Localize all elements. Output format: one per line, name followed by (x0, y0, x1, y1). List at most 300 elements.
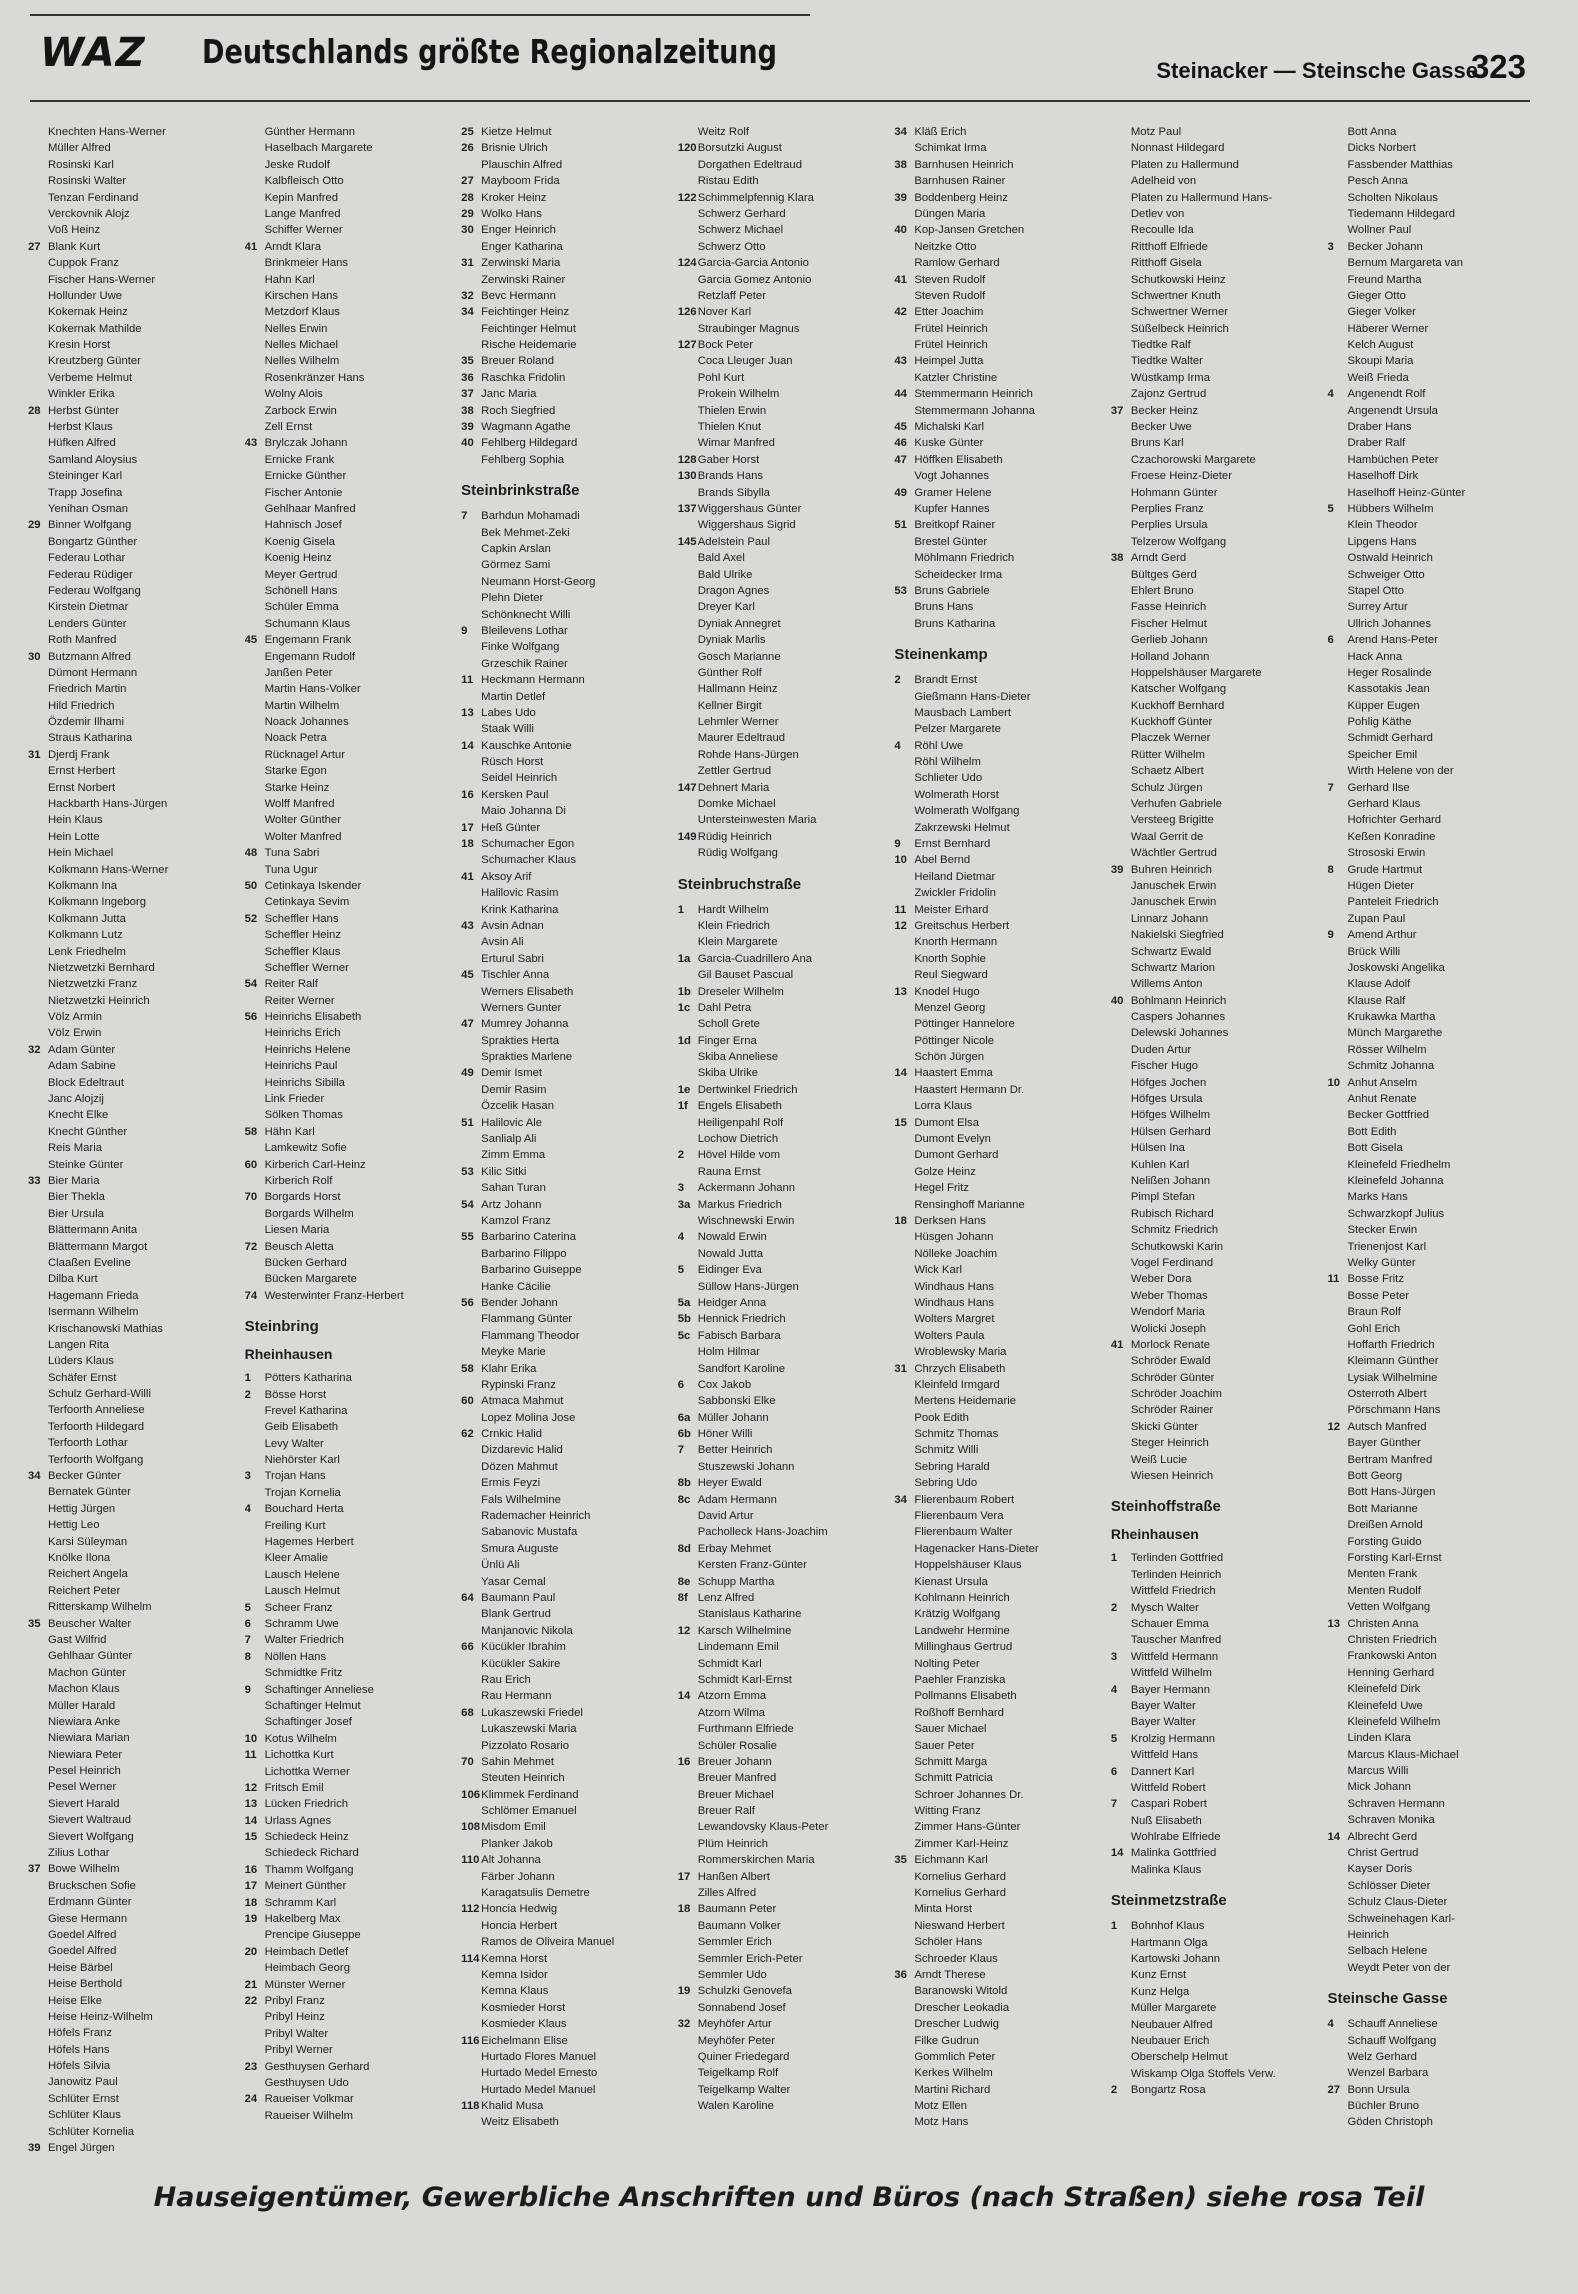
resident-name: Atmaca Mahmut (481, 1395, 564, 1408)
house-number: 120 (677, 142, 697, 155)
house-number: 108 (461, 1821, 481, 1834)
list-item (1327, 124, 1538, 140)
house-number: 13 (1327, 1617, 1341, 1630)
list-item (245, 829, 456, 845)
street-range: Steinacker — Steinsche Gasse (1156, 58, 1478, 83)
resident-name: Marcus Klaus-Michael (1347, 1748, 1459, 1761)
resident-name: Angenendt Ursula (1347, 404, 1438, 417)
resident-name: Höfels Silvia (48, 2060, 111, 2073)
resident-name: Sprakties Marlene (481, 1051, 573, 1064)
list-item (894, 1639, 1105, 1655)
list-item (28, 1386, 239, 1402)
house-number: 51 (461, 1116, 474, 1129)
house-number: 53 (894, 584, 907, 597)
resident-name: Sonnabend Josef (697, 2001, 786, 2014)
house-number: 31 (894, 1362, 907, 1375)
list-item (245, 1911, 456, 1927)
resident-name: Janc Alojzij (48, 1093, 104, 1106)
house-number: 60 (244, 1158, 258, 1171)
resident-name: Adam Sabine (48, 1060, 116, 1073)
resident-name: Hahn Karl (264, 273, 315, 286)
resident-name: Lehmler Werner (697, 716, 779, 729)
resident-name: Engels Elisabeth (697, 1100, 782, 1113)
list-item (1327, 632, 1538, 648)
list-item (1111, 1935, 1322, 1951)
resident-name: Bier Ursula (48, 1207, 104, 1220)
list-item (1327, 353, 1538, 369)
house-number: 5b (677, 1313, 691, 1326)
list-item (678, 1623, 889, 1639)
house-number: 7 (461, 510, 468, 523)
list-item (461, 1819, 672, 1835)
resident-name: Neumann Horst-Georg (481, 575, 596, 588)
list-item (245, 255, 456, 271)
resident-name: Erdmann Günter (48, 1896, 132, 1909)
list-item (1327, 239, 1538, 255)
resident-name: Langen Rita (48, 1338, 109, 1351)
resident-name: Heiligenpahl Rolf (697, 1116, 784, 1129)
resident-name: Niewiara Marian (48, 1732, 130, 1745)
list-item (678, 1787, 889, 1803)
resident-name: Voß Heinz (48, 224, 101, 237)
house-number: 27 (461, 175, 474, 188)
list-item (894, 1000, 1105, 1016)
list-item (678, 1246, 889, 1262)
list-item (28, 485, 239, 501)
resident-name: Kohlmann Heinrich (914, 1591, 1010, 1604)
list-item (461, 852, 672, 868)
list-item (28, 649, 239, 665)
list-item (28, 2025, 239, 2041)
resident-name: Noack Johannes (264, 716, 349, 729)
list-item (245, 1927, 456, 1943)
resident-name: Bücken Gerhard (264, 1256, 347, 1269)
resident-name: Schumann Klaus (264, 617, 350, 630)
house-number: 22 (244, 1994, 258, 2007)
resident-name: Wirth Helene von der (1347, 765, 1454, 778)
resident-name: Hardt Wilhelm (697, 903, 769, 916)
list-item (28, 1173, 239, 1189)
resident-name: Lukaszewski Maria (481, 1723, 577, 1736)
list-item (245, 353, 456, 369)
list-item (461, 607, 672, 623)
list-item (894, 583, 1105, 599)
list-item (1327, 976, 1538, 992)
list-item (1111, 1337, 1322, 1353)
list-item (28, 976, 239, 992)
list-item (461, 1754, 672, 1770)
house-number: 34 (461, 306, 474, 319)
list-item (28, 435, 239, 451)
resident-name: Schulzki Genovefa (697, 1985, 792, 1998)
list-item (245, 714, 456, 730)
list-item (894, 803, 1105, 819)
list-item (894, 1262, 1105, 1278)
list-item (245, 665, 456, 681)
resident-name: Plauschin Alfred (481, 158, 563, 171)
list-item (461, 689, 672, 705)
list-item (461, 2000, 672, 2016)
resident-name: Kornelius Gerhard (914, 1887, 1006, 1900)
resident-name: Finke Wolfgang (481, 641, 560, 654)
list-item (1111, 632, 1322, 648)
list-item (678, 1672, 889, 1688)
list-item (461, 321, 672, 337)
resident-name: Surrey Artur (1347, 601, 1408, 614)
list-item (245, 927, 456, 943)
resident-name: Schwerz Gerhard (697, 207, 786, 220)
resident-name: Kleinefeld Johanna (1347, 1175, 1444, 1187)
list-item (245, 1419, 456, 1435)
list-item (1111, 1402, 1322, 1418)
house-number: 145 (677, 535, 697, 548)
list-item (461, 590, 672, 606)
list-item (245, 1091, 456, 1107)
list-item (678, 157, 889, 173)
house-number: 39 (894, 191, 907, 204)
list-item (245, 190, 456, 206)
resident-name: Lukaszewski Friedel (481, 1706, 583, 1719)
resident-name: Atzorn Wilma (697, 1706, 765, 1719)
resident-name: Nietzwetzki Heinrich (48, 994, 150, 1007)
list-item (28, 1665, 239, 1681)
resident-name: Schlieter Udo (914, 772, 983, 785)
list-item (1327, 747, 1538, 763)
list-item (28, 714, 239, 730)
list-item (28, 1042, 239, 1058)
list-item (678, 829, 889, 845)
house-number: 15 (244, 1831, 258, 1844)
resident-name: Atzorn Emma (697, 1690, 767, 1703)
newspaper-logo: WAZ (40, 30, 146, 76)
house-number: 39 (28, 2142, 41, 2155)
list-item (1327, 1255, 1538, 1271)
resident-name: Rüsch Horst (481, 756, 544, 769)
list-item (1327, 1206, 1538, 1222)
list-item (894, 934, 1105, 950)
resident-name: Bender Johann (481, 1296, 558, 1309)
resident-name: Domke Michael (697, 798, 776, 811)
house-number: 4 (1110, 1683, 1118, 1696)
directory-column (28, 124, 239, 2159)
house-number: 18 (894, 1215, 907, 1227)
resident-name: Weydt Peter von der (1347, 1961, 1451, 1974)
resident-name: Reichert Peter (48, 1584, 121, 1597)
list-item (28, 1189, 239, 1205)
resident-name: Klein Friedrich (697, 919, 770, 932)
house-number: 56 (244, 1011, 258, 1024)
resident-name: Werners Elisabeth (481, 985, 574, 998)
resident-name: Zettler Gertrud (697, 765, 772, 778)
list-item (245, 812, 456, 828)
list-item (678, 632, 889, 648)
resident-name: Wolters Margret (914, 1313, 995, 1326)
list-item (28, 894, 239, 910)
house-number: 1f (677, 1100, 688, 1113)
list-item (1327, 1058, 1538, 1074)
house-number: 20 (244, 1945, 258, 1958)
list-item (245, 1058, 456, 1074)
list-item (1327, 796, 1538, 812)
resident-name: Kauschke Antonie (481, 739, 572, 752)
resident-name: Schönell Hans (264, 584, 338, 597)
list-item (678, 845, 889, 861)
house-number: 3 (1327, 240, 1334, 253)
list-item (894, 517, 1105, 533)
house-number: 11 (244, 1749, 257, 1762)
resident-name: Lichottka Kurt (264, 1749, 334, 1762)
resident-name: Heimbach Georg (264, 1962, 350, 1975)
resident-name: Görmez Sami (481, 559, 551, 572)
list-item (461, 1295, 672, 1311)
resident-name: Mumrey Johanna (481, 1018, 569, 1031)
resident-name: Pelzer Margarete (914, 723, 1001, 736)
list-item (28, 419, 239, 435)
resident-name: Weiß Frieda (1347, 371, 1409, 384)
resident-name: Wroblewsky Maria (914, 1346, 1007, 1359)
resident-name: Menzel Georg (914, 1001, 986, 1014)
house-number: 27 (1327, 2083, 1341, 2096)
list-item (894, 206, 1105, 222)
list-item (245, 780, 456, 796)
resident-name: Hackbarth Hans-Jürgen (48, 798, 168, 811)
list-item (28, 1927, 239, 1943)
list-item (1327, 878, 1538, 894)
list-item (245, 534, 456, 550)
resident-name: Prokein Wilhelm (697, 388, 780, 401)
house-number: 13 (244, 1798, 258, 1811)
list-item (28, 370, 239, 386)
list-item (461, 190, 672, 206)
list-item (245, 337, 456, 353)
list-item (1327, 272, 1538, 288)
resident-name: Bruckschen Sofie (48, 1879, 136, 1892)
resident-name: Federau Lothar (48, 552, 126, 565)
list-item (28, 1091, 239, 1107)
list-item (245, 583, 456, 599)
list-item (678, 1475, 889, 1491)
house-number: 41 (894, 273, 907, 286)
resident-name: Artz Johann (481, 1198, 542, 1211)
list-item (678, 1557, 889, 1573)
house-number: 43 (244, 437, 258, 450)
list-item (894, 1049, 1105, 1065)
list-item (461, 1705, 672, 1721)
list-item (1111, 1747, 1322, 1763)
resident-name: Kreutzberg Günter (48, 355, 141, 368)
resident-name: Bernatek Günter (48, 1486, 131, 1499)
list-item (461, 1442, 672, 1458)
resident-name: Brands Sibylla (697, 486, 770, 499)
list-item (894, 869, 1105, 885)
house-number: 33 (28, 1175, 41, 1187)
resident-name: Ostwald Heinrich (1347, 552, 1433, 565)
list-item (28, 1747, 239, 1763)
list-item (1111, 485, 1322, 501)
house-number: 41 (244, 240, 258, 253)
resident-name: Haastert Hermann Dr. (914, 1083, 1025, 1096)
list-item (678, 1377, 889, 1393)
list-item (28, 1452, 239, 1468)
list-item (894, 1770, 1105, 1786)
resident-name: Stanislaus Katharine (697, 1608, 802, 1621)
house-number: 127 (677, 339, 697, 352)
list-item (1111, 2000, 1322, 2016)
resident-name: Nietzwetzki Franz (48, 978, 138, 991)
list-item (28, 2107, 239, 2123)
list-item (678, 1065, 889, 1081)
house-number: 29 (461, 207, 474, 220)
resident-name: Engemann Rudolf (264, 650, 356, 663)
list-item (894, 173, 1105, 189)
list-item (894, 239, 1105, 255)
house-number: 6 (1327, 634, 1334, 647)
resident-name: Heinrich (1347, 1928, 1389, 1941)
list-item (894, 1147, 1105, 1163)
resident-name: Albrecht Gerd (1347, 1830, 1418, 1843)
resident-name: Froese Heinz-Dieter (1130, 470, 1232, 483)
resident-name: Steven Rudolf (914, 289, 986, 302)
house-number: 26 (461, 142, 474, 155)
resident-name: Abel Bernd (914, 854, 971, 867)
list-item (894, 1508, 1105, 1524)
resident-name: Ritthoff Elfriede (1130, 240, 1208, 253)
list-item (28, 1304, 239, 1320)
resident-name: Heinrichs Sibilla (264, 1076, 345, 1089)
resident-name: Wächtler Gertrud (1130, 847, 1217, 860)
list-item (245, 845, 456, 861)
list-item (678, 403, 889, 419)
list-item (28, 1157, 239, 1173)
list-item (28, 632, 239, 648)
list-item (894, 1459, 1105, 1475)
house-number: 14 (894, 1067, 907, 1080)
resident-name: Fischer Hans-Werner (48, 273, 156, 286)
list-item (1111, 534, 1322, 550)
resident-name: Kerkes Wilhelm (914, 2067, 993, 2080)
house-number: 5a (677, 1296, 691, 1309)
list-item (461, 386, 672, 402)
resident-name: Rau Hermann (481, 1690, 552, 1703)
list-item (1111, 763, 1322, 779)
list-item (461, 2065, 672, 2081)
list-item (1111, 1600, 1322, 1616)
resident-name: Kleinefeld Friedhelm (1347, 1158, 1451, 1171)
resident-name: Rosinski Karl (48, 158, 114, 171)
house-number: 1c (677, 1001, 691, 1014)
list-item (245, 140, 456, 156)
list-item (1327, 894, 1538, 910)
list-item (461, 1623, 672, 1639)
list-item (461, 353, 672, 369)
resident-name: Mayboom Frida (481, 175, 560, 188)
list-item (461, 557, 672, 573)
resident-name: Kop-Jansen Gretchen (914, 224, 1025, 237)
resident-name: Dözen Mahmut (481, 1460, 558, 1473)
list-item (28, 1845, 239, 1861)
list-item (461, 754, 672, 770)
list-item (245, 1107, 456, 1123)
header-bottom-rule (30, 100, 1530, 102)
list-item (894, 1475, 1105, 1491)
resident-name: Rücknagel Artur (264, 748, 345, 761)
house-number: 7 (1327, 781, 1334, 794)
list-item (678, 452, 889, 468)
list-item (894, 836, 1105, 852)
resident-name: Levy Walter (264, 1437, 324, 1450)
resident-name: Schmidt Karl-Ernst (697, 1673, 792, 1686)
resident-name: Kemna Isidor (481, 1968, 548, 1981)
resident-name: Schutkowski Heinz (1130, 273, 1226, 286)
resident-name: Hallmann Heinz (697, 683, 778, 696)
list-item (1327, 911, 1538, 927)
list-item (1111, 468, 1322, 484)
list-item (1327, 190, 1538, 206)
resident-name: Halilovic Rasim (481, 887, 559, 900)
house-number: 19 (244, 1913, 258, 1926)
house-number: 1e (677, 1083, 691, 1096)
resident-name: Hennick Friedrich (697, 1313, 786, 1326)
resident-name: Höfges Wilhelm (1130, 1109, 1210, 1122)
resident-name: Honcia Hedwig (481, 1903, 558, 1916)
list-item (894, 353, 1105, 369)
list-item (894, 754, 1105, 770)
list-item (894, 370, 1105, 386)
resident-name: Reul Siegward (914, 969, 988, 982)
house-number: 114 (461, 1952, 480, 1965)
list-item (894, 435, 1105, 451)
house-number: 36 (894, 1968, 907, 1981)
house-number: 51 (894, 519, 907, 532)
resident-name: Wick Karl (914, 1264, 963, 1277)
list-item (28, 140, 239, 156)
resident-name: Fasse Heinrich (1130, 601, 1207, 614)
list-item (1111, 649, 1322, 665)
list-item (1111, 2033, 1322, 2049)
list-item (1111, 583, 1322, 599)
resident-name: Rosenkränzer Hans (264, 371, 365, 384)
resident-name: Brylczak Johann (264, 437, 348, 450)
resident-name: Eichmann Karl (914, 1854, 988, 1867)
resident-name: Gehlhaar Günter (48, 1650, 133, 1663)
resident-name: Zakrzewski Helmut (914, 821, 1010, 834)
house-number: 12 (1327, 1420, 1341, 1433)
list-item (678, 747, 889, 763)
resident-name: Kemna Horst (481, 1952, 548, 1965)
resident-name: Hurtado Medel Ernesto (481, 2067, 598, 2080)
list-item (1327, 1616, 1538, 1632)
list-item (894, 2082, 1105, 2098)
resident-name: Rubisch Richard (1130, 1207, 1214, 1220)
list-item (461, 452, 672, 468)
list-item (894, 1787, 1105, 1803)
resident-name: Bald Ulrike (697, 568, 753, 581)
list-item (1327, 517, 1538, 533)
resident-name: Rüdig Heinrich (697, 830, 772, 843)
house-number: 5 (677, 1264, 685, 1277)
resident-name: Adam Günter (48, 1043, 116, 1056)
list-item (28, 1796, 239, 1812)
resident-name: Krischanowski Mathias (48, 1322, 163, 1335)
resident-name: Koenig Heinz (264, 552, 332, 565)
resident-name: Ermis Feyzi (481, 1477, 541, 1490)
list-item (1111, 780, 1322, 796)
resident-name: Kokernak Mathilde (48, 322, 142, 335)
list-item (28, 862, 239, 878)
list-item (28, 272, 239, 288)
resident-name: Karsch Wilhelmine (697, 1624, 792, 1637)
resident-name: Grzeschik Rainer (481, 657, 568, 670)
